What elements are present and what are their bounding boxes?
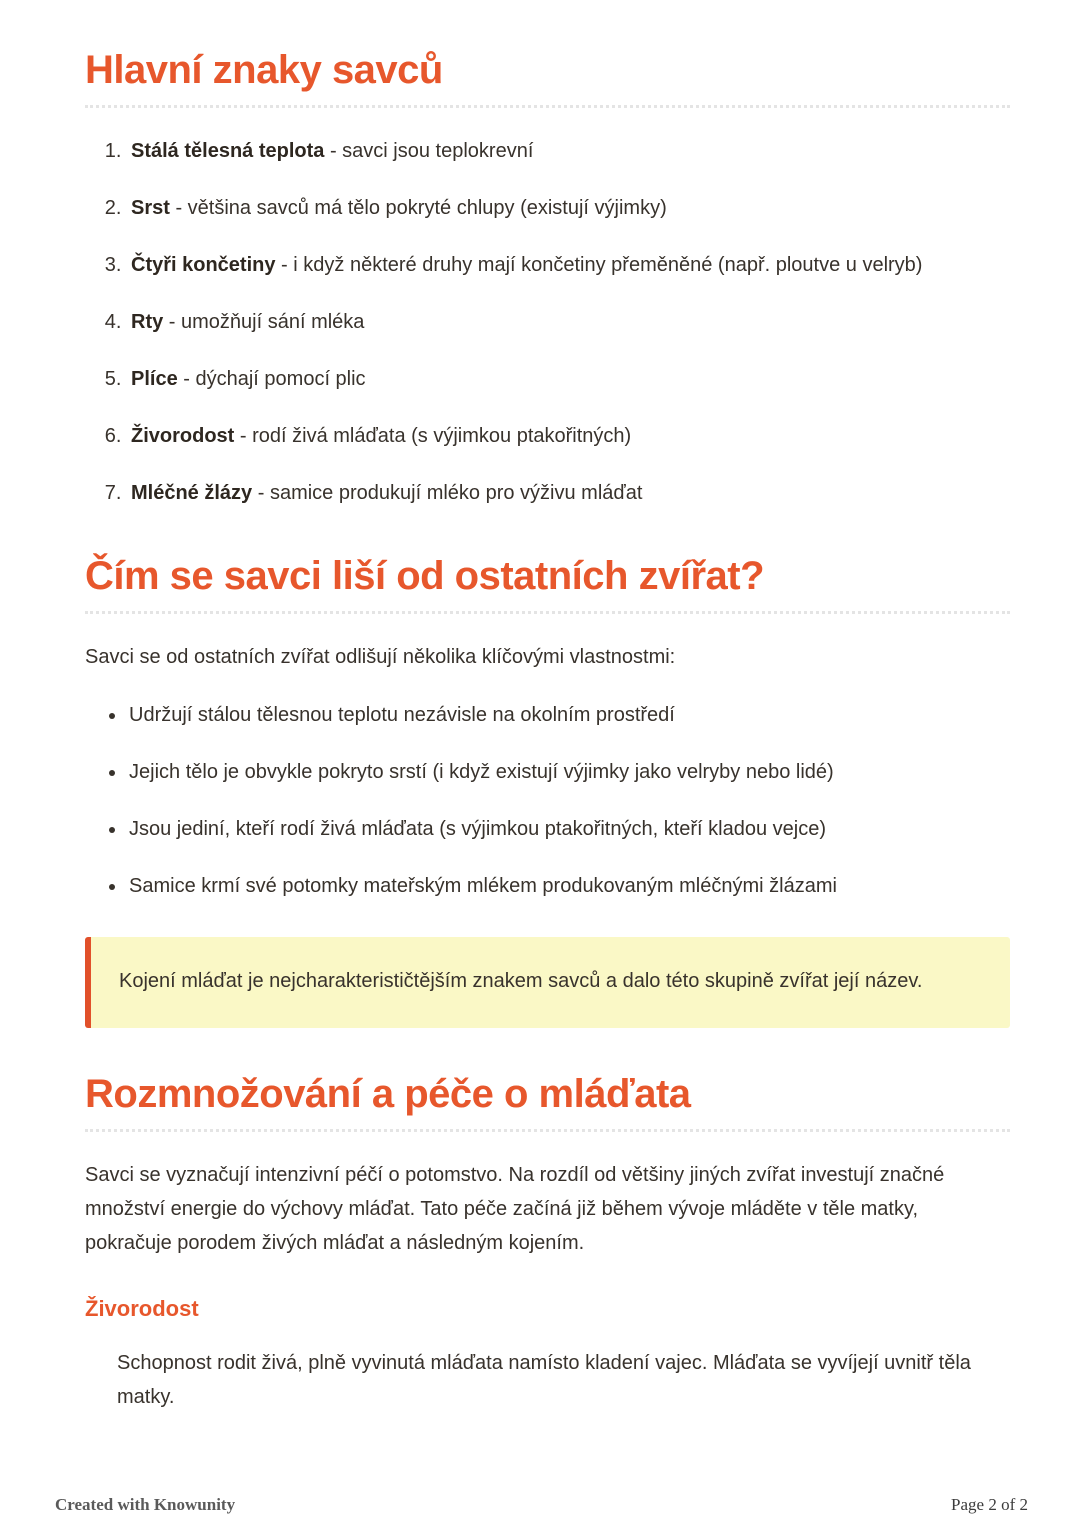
callout-box xyxy=(85,937,1010,1028)
feature-desc: - savci jsou teplokrevní xyxy=(329,140,534,162)
feature-term: Rty xyxy=(131,311,164,333)
difference-item-1: • Udržují stálou tělesnou teplotu nezávisle na okolním prostředí xyxy=(127,698,1010,732)
feature-item-1 xyxy=(127,134,1010,168)
feature-term: Mléčné žlázy xyxy=(131,482,253,504)
section-heading-main-features: Hlavní znaky savců xyxy=(85,46,1010,108)
section-heading-reproduction: Rozmnožování a péče o mláďata xyxy=(85,1070,1010,1132)
feature-item-6 xyxy=(127,419,1010,453)
features-list xyxy=(85,134,1010,510)
feature-term: Plíce xyxy=(131,368,178,390)
feature-term: Živorodost xyxy=(131,425,235,447)
feature-desc: - dýchají pomocí plic xyxy=(183,368,366,390)
footer-page-number: Page 2 of 2 xyxy=(951,1495,1028,1514)
feature-item-5 xyxy=(127,362,1010,396)
page-footer xyxy=(55,1495,1028,1515)
feature-item-3 xyxy=(127,248,1010,282)
footer-credit: Created with Knowunity xyxy=(55,1495,236,1514)
feature-term: Srst xyxy=(131,197,170,219)
reproduction-subtext: Schopnost rodit živá, plně vyvinutá mláďata namísto kladení vajec. Mláďata se vyvíjejí uvnitř těla matky. xyxy=(117,1352,971,1408)
difference-item-4: • Samice krmí své potomky mateřským mlékem produkovaným mléčnými žlázami xyxy=(127,869,1010,903)
feature-term: Čtyři končetiny xyxy=(131,254,276,276)
differences-list xyxy=(85,698,1010,903)
feature-desc: - většina savců má tělo pokryté chlupy (existují výjimky) xyxy=(175,197,667,219)
callout-text: Kojení mláďat je nejcharakterističtějším znakem savců a dalo této skupině zvířat její název. xyxy=(119,970,923,992)
feature-term: Stálá tělesná teplota xyxy=(131,140,325,162)
subheading-zivorodost: Živorodost xyxy=(85,1296,199,1321)
difference-item-3: • Jsou jediní, kteří rodí živá mláďata (s výjimkou ptakořitných, kteří kladou vejce) xyxy=(127,812,1010,846)
section-heading-differences: Čím se savci liší od ostatních zvířat? xyxy=(85,552,1010,614)
reproduction-intro: Savci se vyznačují intenzivní péčí o potomstvo. Na rozdíl od většiny jiných zvířat investují značné množství energie do výchovy mláďat. Tato péče začíná již během vývoje mláděte v těle matky, pokračuje porodem živých mláďat a následným kojením. xyxy=(85,1164,945,1254)
feature-item-4 xyxy=(127,305,1010,339)
differences-intro: Savci se od ostatních zvířat odlišují několika klíčovými vlastnostmi: xyxy=(85,646,676,668)
difference-item-2: • Jejich tělo je obvykle pokryto srstí (i když existují výjimky jako velryby nebo lidé) xyxy=(127,755,1010,789)
feature-desc: - umožňují sání mléka xyxy=(168,311,365,333)
feature-item-7 xyxy=(127,476,1010,510)
feature-desc: - samice produkují mléko pro výživu mláďat xyxy=(257,482,643,504)
feature-item-2 xyxy=(127,191,1010,225)
feature-desc: - i když některé druhy mají končetiny přeměněné (např. ploutve u velryb) xyxy=(281,254,923,276)
feature-desc: - rodí živá mláďata (s výjimkou ptakořitných) xyxy=(239,425,632,447)
